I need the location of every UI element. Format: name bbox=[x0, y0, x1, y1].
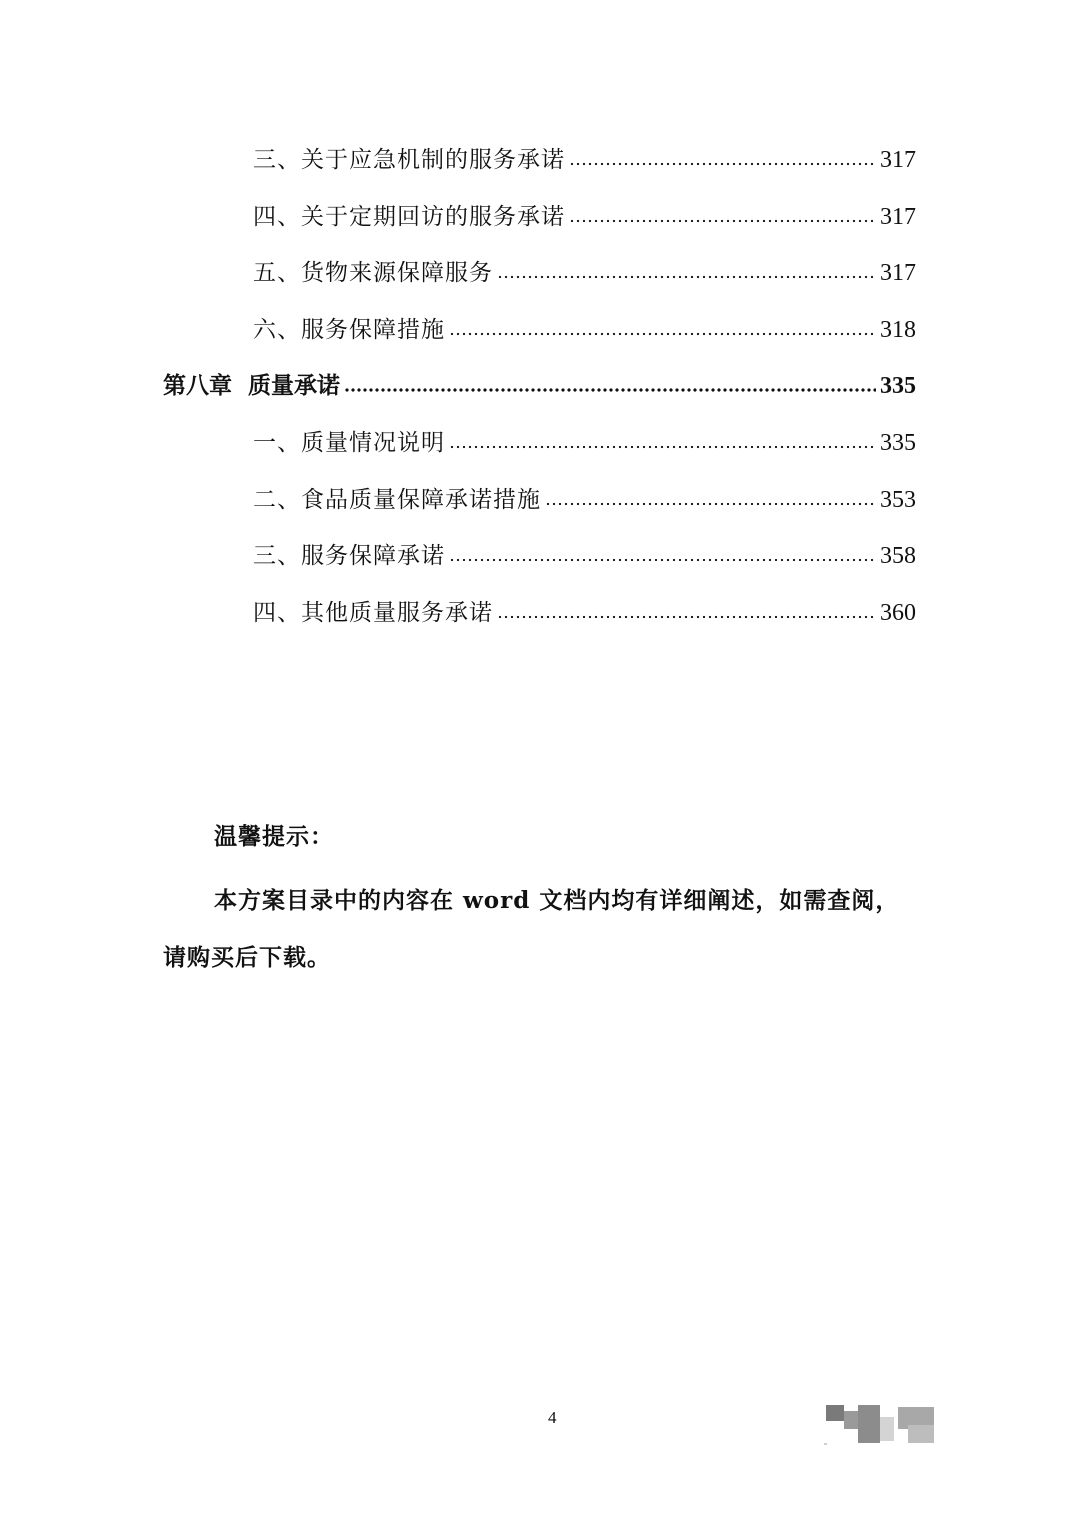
toc-entry-title: 二、食品质量保障承诺措施 bbox=[253, 487, 541, 513]
toc-dot-leader bbox=[497, 614, 876, 620]
toc-dot-leader bbox=[449, 331, 876, 337]
toc-entry-page: 335 bbox=[880, 430, 916, 456]
toc-entry bbox=[253, 197, 916, 237]
toc-entry-title: 三、服务保障承诺 bbox=[253, 543, 445, 569]
toc-entry-title: 六、服务保障措施 bbox=[253, 317, 445, 343]
notice-body: 本方案目录中的内容在 word 文档内均有详细阐述，如需查阅，请购买后下载。 bbox=[163, 887, 900, 971]
toc-chapter-page: 335 bbox=[880, 373, 916, 399]
toc-entry bbox=[253, 480, 916, 520]
toc-entry bbox=[253, 253, 916, 293]
toc-entry bbox=[253, 536, 916, 576]
toc-chapter-entry bbox=[163, 366, 916, 406]
toc-entry-page: 317 bbox=[880, 204, 916, 230]
toc-dot-leader bbox=[449, 557, 876, 563]
toc-entry-page: 317 bbox=[880, 147, 916, 173]
toc-entry bbox=[253, 310, 916, 350]
toc-chapter-title: 第八章 质量承诺 bbox=[163, 372, 341, 399]
toc-entry-page: 353 bbox=[880, 487, 916, 513]
toc-entry bbox=[253, 593, 916, 633]
toc-entry-title: 三、关于应急机制的服务承诺 bbox=[253, 147, 565, 173]
toc-entry-title: 五、货物来源保障服务 bbox=[253, 260, 493, 286]
toc-entry-page: 358 bbox=[880, 543, 916, 569]
toc-entry bbox=[253, 423, 916, 463]
toc-entry-page: 360 bbox=[880, 600, 916, 626]
toc-dot-leader bbox=[449, 444, 876, 450]
page-number: 4 bbox=[548, 1408, 557, 1427]
toc-entry-title: 四、关于定期回访的服务承诺 bbox=[253, 204, 565, 230]
notice-heading: 温馨提示： bbox=[214, 823, 334, 850]
toc-dot-leader bbox=[569, 218, 876, 224]
toc-entry-title: 四、其他质量服务承诺 bbox=[253, 600, 493, 626]
toc-entry bbox=[253, 140, 916, 180]
pixelated-watermark-logo bbox=[822, 1403, 934, 1447]
toc-entry-page: 318 bbox=[880, 317, 916, 343]
toc-dot-leader bbox=[344, 387, 876, 393]
toc-entry-page: 317 bbox=[880, 260, 916, 286]
toc-entry-title: 一、质量情况说明 bbox=[253, 430, 445, 456]
toc-dot-leader bbox=[545, 501, 876, 507]
toc-dot-leader bbox=[569, 161, 876, 167]
toc-dot-leader bbox=[497, 274, 876, 280]
